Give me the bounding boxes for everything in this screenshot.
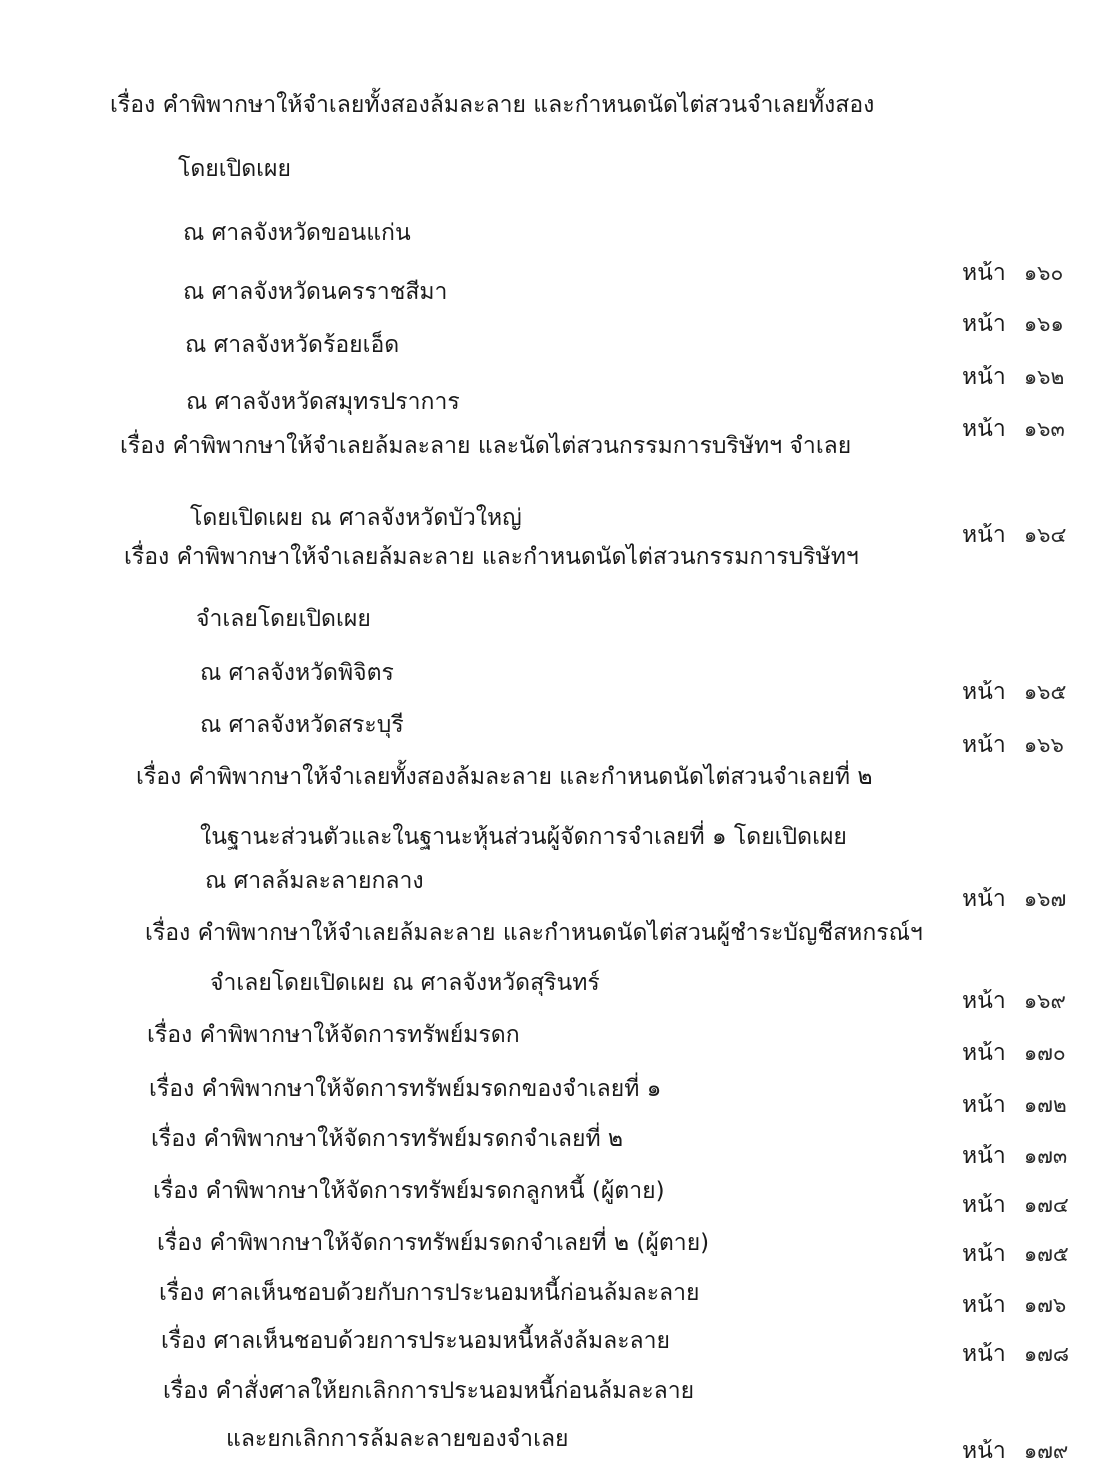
page-number: ๑๖๑ xyxy=(1023,312,1064,336)
page-number: ๑๗๒ xyxy=(1023,1093,1067,1117)
page-ref xyxy=(962,1042,1066,1065)
page-ref xyxy=(962,1094,1067,1117)
toc-line-court: ณ ศาลจังหวัดนครราชสีมา xyxy=(183,279,448,305)
toc-line-continuation: และยกเลิกการล้มละลายของจำเลย xyxy=(226,1426,569,1452)
page-label: หน้า xyxy=(962,311,1006,337)
page-number: ๑๖๐ xyxy=(1023,261,1064,285)
page-ref xyxy=(962,734,1064,757)
page-ref xyxy=(962,1145,1067,1168)
toc-line-heading: เรื่อง คำพิพากษาให้จำเลยล้มละลาย และกำหนดนัดไต่สวนผู้ชำระบัญชีสหกรณ์ฯ xyxy=(145,920,923,946)
page-number: ๑๖๔ xyxy=(1023,523,1067,547)
toc-line-heading: เรื่อง คำพิพากษาให้จำเลยทั้งสองล้มละลาย และกำหนดนัดไต่สวนจำเลยทั้งสอง xyxy=(110,92,875,118)
toc-line-heading: เรื่อง ศาลเห็นชอบด้วยการประนอมหนี้หลังล้มละลาย xyxy=(161,1328,671,1354)
toc-line-heading: เรื่อง คำพิพากษาให้จำเลยล้มละลาย และนัดไต่สวนกรรมการบริษัทฯ จำเลย xyxy=(120,433,852,459)
page-number: ๑๖๓ xyxy=(1023,417,1065,441)
page-number: ๑๗๘ xyxy=(1023,1342,1070,1366)
page-label: หน้า xyxy=(962,1143,1006,1169)
page-number: ๑๗๖ xyxy=(1023,1293,1067,1317)
toc-line-continuation: จำเลยโดยเปิดเผย ณ ศาลจังหวัดสุรินทร์ xyxy=(210,970,600,996)
toc-line-continuation: โดยเปิดเผย xyxy=(178,156,291,182)
toc-line-continuation: โดยเปิดเผย ณ ศาลจังหวัดบัวใหญ่ xyxy=(190,505,522,531)
toc-line-heading: เรื่อง ศาลเห็นชอบด้วยกับการประนอมหนี้ก่อนล้มละลาย xyxy=(159,1280,700,1306)
toc-line-heading: เรื่อง คำพิพากษาให้จัดการทรัพย์มรดกจำเลยที่ ๒ xyxy=(151,1126,624,1152)
toc-line-heading: เรื่อง คำพิพากษาให้จำเลยทั้งสองล้มละลาย และกำหนดนัดไต่สวนจำเลยที่ ๒ xyxy=(136,764,873,790)
page-number: ๑๖๒ xyxy=(1023,365,1065,389)
page-ref xyxy=(962,262,1063,285)
toc-line-continuation: ในฐานะส่วนตัวและในฐานะหุ้นส่วนผู้จัดการจำเลยที่ ๑ โดยเปิดเผย xyxy=(200,824,847,850)
page-number: ๑๗๐ xyxy=(1023,1041,1066,1065)
page-number: ๑๗๓ xyxy=(1023,1144,1068,1168)
page-ref xyxy=(962,1440,1068,1463)
toc-line-court: ณ ศาลจังหวัดพิจิตร xyxy=(200,660,394,686)
toc-line-heading: เรื่อง คำพิพากษาให้จัดการทรัพย์มรดกลูกหนี้ (ผู้ตาย) xyxy=(153,1178,665,1204)
page-label: หน้า xyxy=(962,522,1006,548)
page-label: หน้า xyxy=(962,732,1006,758)
page-ref xyxy=(962,888,1066,911)
page-label: หน้า xyxy=(962,1438,1006,1464)
page-label: หน้า xyxy=(962,1192,1006,1218)
page-label: หน้า xyxy=(962,416,1006,442)
page-ref xyxy=(962,1194,1069,1217)
page-ref xyxy=(962,681,1066,704)
page-ref xyxy=(962,418,1065,441)
page-ref xyxy=(962,313,1064,336)
page-number: ๑๖๗ xyxy=(1023,887,1067,911)
toc-line-court: ณ ศาลจังหวัดขอนแก่น xyxy=(183,220,411,246)
page-ref xyxy=(962,524,1066,547)
page-label: หน้า xyxy=(962,1241,1006,1267)
page-ref xyxy=(962,366,1064,389)
toc-line-court: ณ ศาลจังหวัดสระบุรี xyxy=(200,712,404,738)
page-number: ๑๖๙ xyxy=(1023,989,1066,1013)
toc-line-court: ณ ศาลล้มละลายกลาง xyxy=(205,868,424,894)
page-ref xyxy=(962,1294,1066,1317)
page-ref xyxy=(962,990,1066,1013)
toc-line-court: ณ ศาลจังหวัดร้อยเอ็ด xyxy=(185,332,400,358)
page-number: ๑๗๙ xyxy=(1023,1439,1069,1463)
page-number: ๑๖๕ xyxy=(1023,680,1067,704)
page-label: หน้า xyxy=(962,1040,1006,1066)
toc-line-heading: เรื่อง คำพิพากษาให้จัดการทรัพย์มรดกจำเลยที่ ๒ (ผู้ตาย) xyxy=(157,1230,710,1256)
page-label: หน้า xyxy=(962,1341,1006,1367)
page-number: ๑๖๖ xyxy=(1023,733,1064,757)
page-ref xyxy=(962,1343,1069,1366)
toc-line-heading: เรื่อง คำพิพากษาให้จำเลยล้มละลาย และกำหนดนัดไต่สวนกรรมการบริษัทฯ xyxy=(124,544,859,570)
page-label: หน้า xyxy=(962,988,1006,1014)
toc-line-heading: เรื่อง คำพิพากษาให้จัดการทรัพย์มรดกของจำเลยที่ ๑ xyxy=(149,1076,662,1102)
toc-line-continuation: จำเลยโดยเปิดเผย xyxy=(196,606,371,632)
toc-line-court: ณ ศาลจังหวัดสมุทรปราการ xyxy=(186,389,460,415)
toc-line-heading: เรื่อง คำพิพากษาให้จัดการทรัพย์มรดก xyxy=(147,1022,520,1048)
page-label: หน้า xyxy=(962,364,1006,390)
page-ref xyxy=(962,1243,1069,1266)
page-number: ๑๗๕ xyxy=(1023,1242,1069,1266)
page-label: หน้า xyxy=(962,679,1006,705)
page-number: ๑๗๔ xyxy=(1023,1193,1069,1217)
page-label: หน้า xyxy=(962,1092,1006,1118)
page-label: หน้า xyxy=(962,260,1006,286)
toc-line-heading: เรื่อง คำสั่งศาลให้ยกเลิกการประนอมหนี้ก่อนล้มละลาย xyxy=(163,1378,695,1404)
page-label: หน้า xyxy=(962,1292,1006,1318)
page-label: หน้า xyxy=(962,886,1006,912)
